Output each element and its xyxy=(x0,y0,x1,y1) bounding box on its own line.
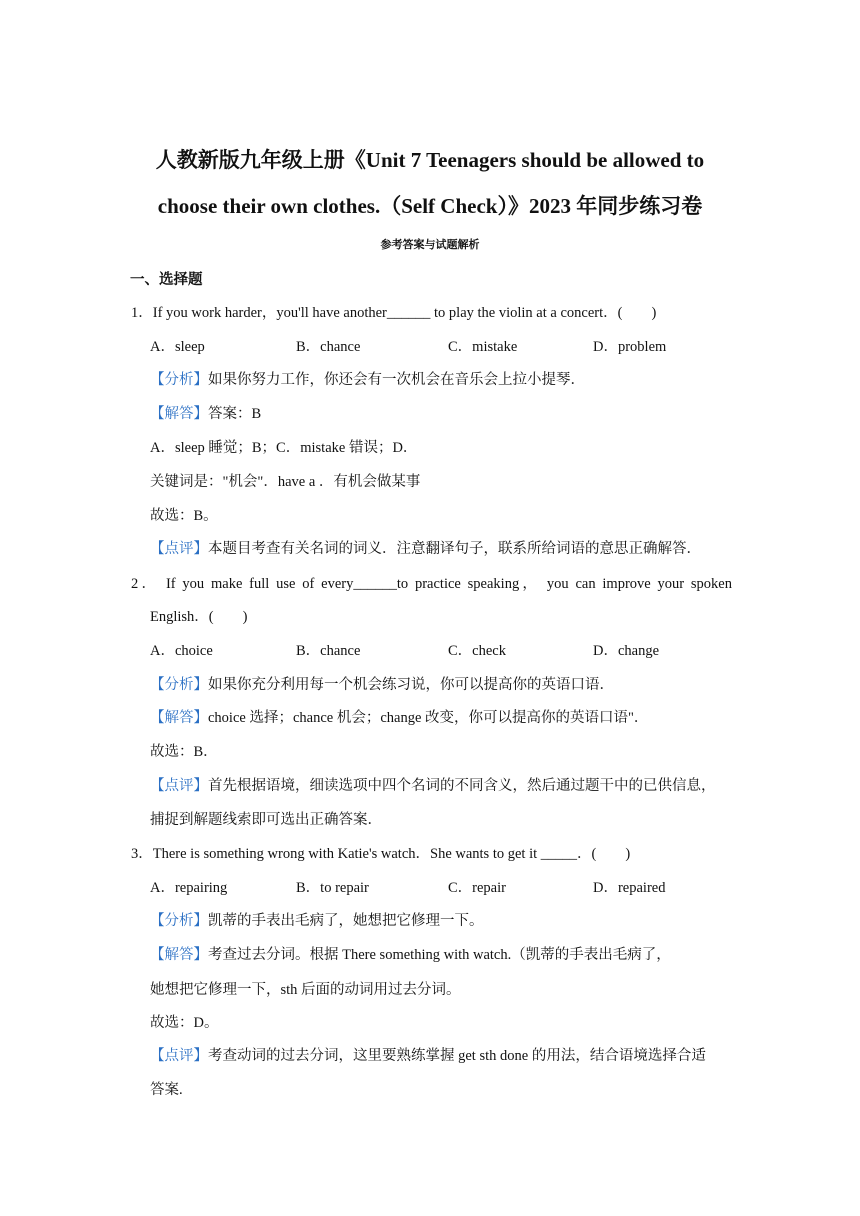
analysis-tag: 【分析】 xyxy=(150,372,208,388)
question-2-answer xyxy=(150,708,648,728)
comment-tag: 【点评】 xyxy=(150,778,208,794)
question-3-analysis xyxy=(150,911,484,931)
question-3-comment-line-2: 答案. xyxy=(150,1082,183,1098)
document-title-line-2: choose their own clothes.（Self Check）》2023 年同步练习卷 xyxy=(157,194,703,218)
analysis-tag: 【分析】 xyxy=(150,677,208,693)
question-1-choice: 故选：B。 xyxy=(150,508,218,524)
question-2-analysis xyxy=(150,675,614,695)
comment-text: 首先根据语境，细读选项中四个名词的不同含义，然后通过题干中的已供信息， xyxy=(208,778,716,794)
answer-text: choice 选择；chance 机会；change 改变，你可以提高你的英语口语"． xyxy=(208,710,649,726)
question-1-option-d: D．problem xyxy=(593,339,667,355)
question-1-answer xyxy=(150,404,261,424)
question-2-option-b: B．chance xyxy=(296,643,361,659)
answer-tag: 【解答】 xyxy=(150,406,208,422)
question-1-option-b: B．chance xyxy=(296,339,361,355)
question-2-stem-line-1: 2． If you make full use of every______to practice speaking， you can improve your spoken xyxy=(131,576,732,592)
question-3-option-c: C．repair xyxy=(448,880,506,896)
question-3-choice: 故选：D。 xyxy=(150,1015,219,1031)
analysis-text: 如果你努力工作，你还会有一次机会在音乐会上拉小提琴． xyxy=(208,372,585,388)
question-2-choice: 故选：B． xyxy=(150,744,218,760)
comment-text: 本题目考查有关名词的词义．注意翻译句子，联系所给词语的意思正确解答． xyxy=(208,541,701,557)
question-3-stem: 3．There is something wrong with Katie's watch．She wants to get it _____．( ) xyxy=(131,846,631,862)
answer-text: 答案：B xyxy=(208,406,262,422)
analysis-text: 凯蒂的手表出毛病了，她想把它修理一下。 xyxy=(208,913,484,929)
question-2-comment-line-1 xyxy=(150,776,716,796)
question-3-option-a: A．repairing xyxy=(150,880,228,896)
section-heading: 一、选择题 xyxy=(130,272,203,288)
answer-text: 考查过去分词。根据 There something with watch.（凯蒂的手表出毛病了， xyxy=(208,947,671,963)
question-2-option-a: A．choice xyxy=(150,643,213,659)
comment-text: 考查动词的过去分词，这里要熟练掌握 get sth done 的用法，结合语境选择合适 xyxy=(208,1048,706,1064)
question-1-option-a: A．sleep xyxy=(150,339,205,355)
question-1-comment xyxy=(150,539,701,559)
document-title-line-1: 人教新版九年级上册《Unit 7 Teenagers should be allowed to xyxy=(155,148,705,172)
analysis-tag: 【分析】 xyxy=(150,913,208,929)
question-2-comment-line-2: 捕捉到解题线索即可选出正确答案． xyxy=(150,812,382,828)
question-1-stem: 1．If you work harder，you'll have another______ to play the violin at a concert．( ) xyxy=(131,305,657,321)
question-2-option-d: D．change xyxy=(593,643,660,659)
answer-tag: 【解答】 xyxy=(150,710,208,726)
question-3-option-b: B．to repair xyxy=(296,880,369,896)
question-3-option-d: D．repaired xyxy=(593,880,666,896)
question-1-analysis xyxy=(150,370,585,390)
analysis-text: 如果你充分利用每一个机会练习说，你可以提高你的英语口语． xyxy=(208,677,614,693)
comment-tag: 【点评】 xyxy=(150,1048,208,1064)
question-3-answer-line-1 xyxy=(150,945,671,965)
question-2-option-c: C．check xyxy=(448,643,506,659)
question-2-stem-line-2: English．( ) xyxy=(150,609,248,625)
answer-tag: 【解答】 xyxy=(150,947,208,963)
question-1-option-c: C．mistake xyxy=(448,339,518,355)
question-3-comment-line-1 xyxy=(150,1046,706,1066)
question-3-answer-line-2: 她想把它修理一下，sth 后面的动词用过去分词。 xyxy=(150,982,461,998)
document-subtitle: 参考答案与试题解析 xyxy=(380,239,480,251)
question-1-explanation-1: A．sleep 睡觉；B；C．mistake 错误；D． xyxy=(150,440,418,456)
comment-tag: 【点评】 xyxy=(150,541,208,557)
question-1-explanation-2: 关键词是："机会"．have a ．有机会做某事 xyxy=(150,474,421,490)
